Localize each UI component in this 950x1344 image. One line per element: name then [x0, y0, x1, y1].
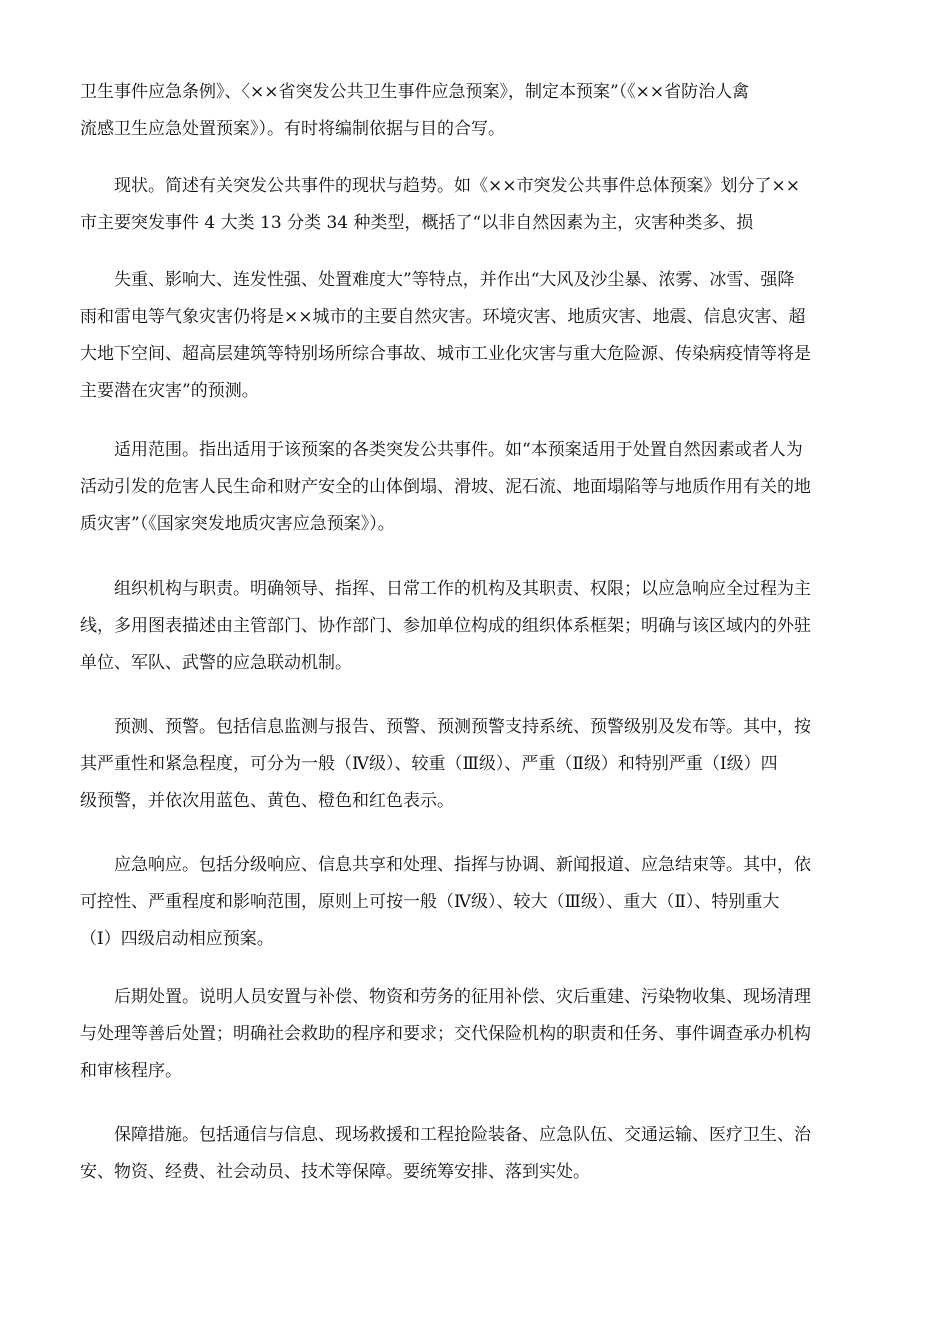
paragraph-basis-continued: [80, 78, 880, 143]
paragraph-current-status: [80, 172, 880, 237]
text-line: 市主要突发事件 4 大类 13 分类 34 种类型，概括了“以非自然因素为主，灾害种类多、损: [80, 213, 754, 233]
text-line: 和审核程序。: [80, 1061, 182, 1081]
text-line: 应急响应。包括分级响应、信息共享和处理、指挥与协调、新闻报道、应急结束等。其中，依: [80, 855, 811, 875]
text-line: 可控性、严重程度和影响范围，原则上可按一般（Ⅳ级）、较大（Ⅲ级）、重大（Ⅱ）、特别重大: [80, 892, 780, 912]
text-line: 安、物资、经费、社会动员、技术等保障。要统筹安排、落到实处。: [80, 1162, 590, 1182]
paragraph-current-status-continued: [80, 266, 880, 405]
text-line: 大地下空间、超高层建筑等特别场所综合事故、城市工业化灾害与重大危险源、传染病疫情等将是: [80, 344, 811, 364]
paragraph-organization: [80, 575, 880, 677]
text-line: 活动引发的危害人民生命和财产安全的山体倒塌、滑坡、泥石流、地面塌陷等与地质作用有关的地: [80, 477, 811, 497]
paragraph-aftermath: [80, 983, 880, 1085]
paragraph-scope: [80, 436, 880, 538]
text-line: 雨和雷电等气象灾害仍将是××城市的主要自然灾害。环境灾害、地质灾害、地震、信息灾害、超: [80, 307, 806, 327]
text-line: 组织机构与职责。明确领导、指挥、日常工作的机构及其职责、权限；以应急响应全过程为主: [80, 579, 811, 599]
text-line: 线，多用图表描述由主管部门、协作部门、参加单位构成的组织体系框架；明确与该区域内的外驻: [80, 616, 811, 636]
text-line: 主要潜在灾害”的预测。: [80, 381, 259, 401]
text-line: 其严重性和紧急程度，可分为一般（Ⅳ级）、较重（Ⅲ级）、严重（Ⅱ级）和特别严重（Ⅰ级）四: [80, 754, 778, 774]
text-line: 保障措施。包括通信与信息、现场救援和工程抢险装备、应急队伍、交通运输、医疗卫生、治: [80, 1125, 811, 1145]
text-line: 与处理等善后处置；明确社会救助的程序和要求；交代保险机构的职责和任务、事件调查承办机构: [80, 1024, 811, 1044]
text-line: 质灾害”（《国家突发地质灾害应急预案》）。: [80, 514, 395, 534]
text-line: 卫生事件应急条例》、〈××省突发公共卫生事件应急预案》，制定本预案”（《××省防治人禽: [80, 82, 750, 102]
text-line: 预测、预警。包括信息监测与报告、预警、预测预警支持系统、预警级别及发布等。其中，按: [80, 717, 811, 737]
text-line: 级预警，并依次用蓝色、黄色、橙色和红色表示。: [80, 791, 454, 811]
text-line: 适用范围。指出适用于该预案的各类突发公共事件。如“本预案适用于处置自然因素或者人为: [80, 440, 803, 460]
paragraph-forecast-warning: [80, 713, 880, 815]
text-line: 流感卫生应急处置预案》）。有时将编制依据与目的合写。: [80, 119, 505, 139]
text-line: 后期处置。说明人员安置与补偿、物资和劳务的征用补偿、灾后重建、污染物收集、现场清理: [80, 987, 811, 1007]
paragraph-emergency-response: [80, 851, 880, 953]
text-line: 失重、影响大、连发性强、处置难度大”等特点，并作出“大风及沙尘暴、浓雾、冰雪、强降: [80, 270, 795, 290]
text-line: 单位、军队、武警的应急联动机制。: [80, 653, 352, 673]
text-line: （Ⅰ）四级启动相应预案。: [80, 929, 274, 949]
paragraph-safeguards: [80, 1121, 880, 1186]
text-line: 现状。简述有关突发公共事件的现状与趋势。如《××市突发公共事件总体预案》划分了××: [80, 176, 800, 196]
